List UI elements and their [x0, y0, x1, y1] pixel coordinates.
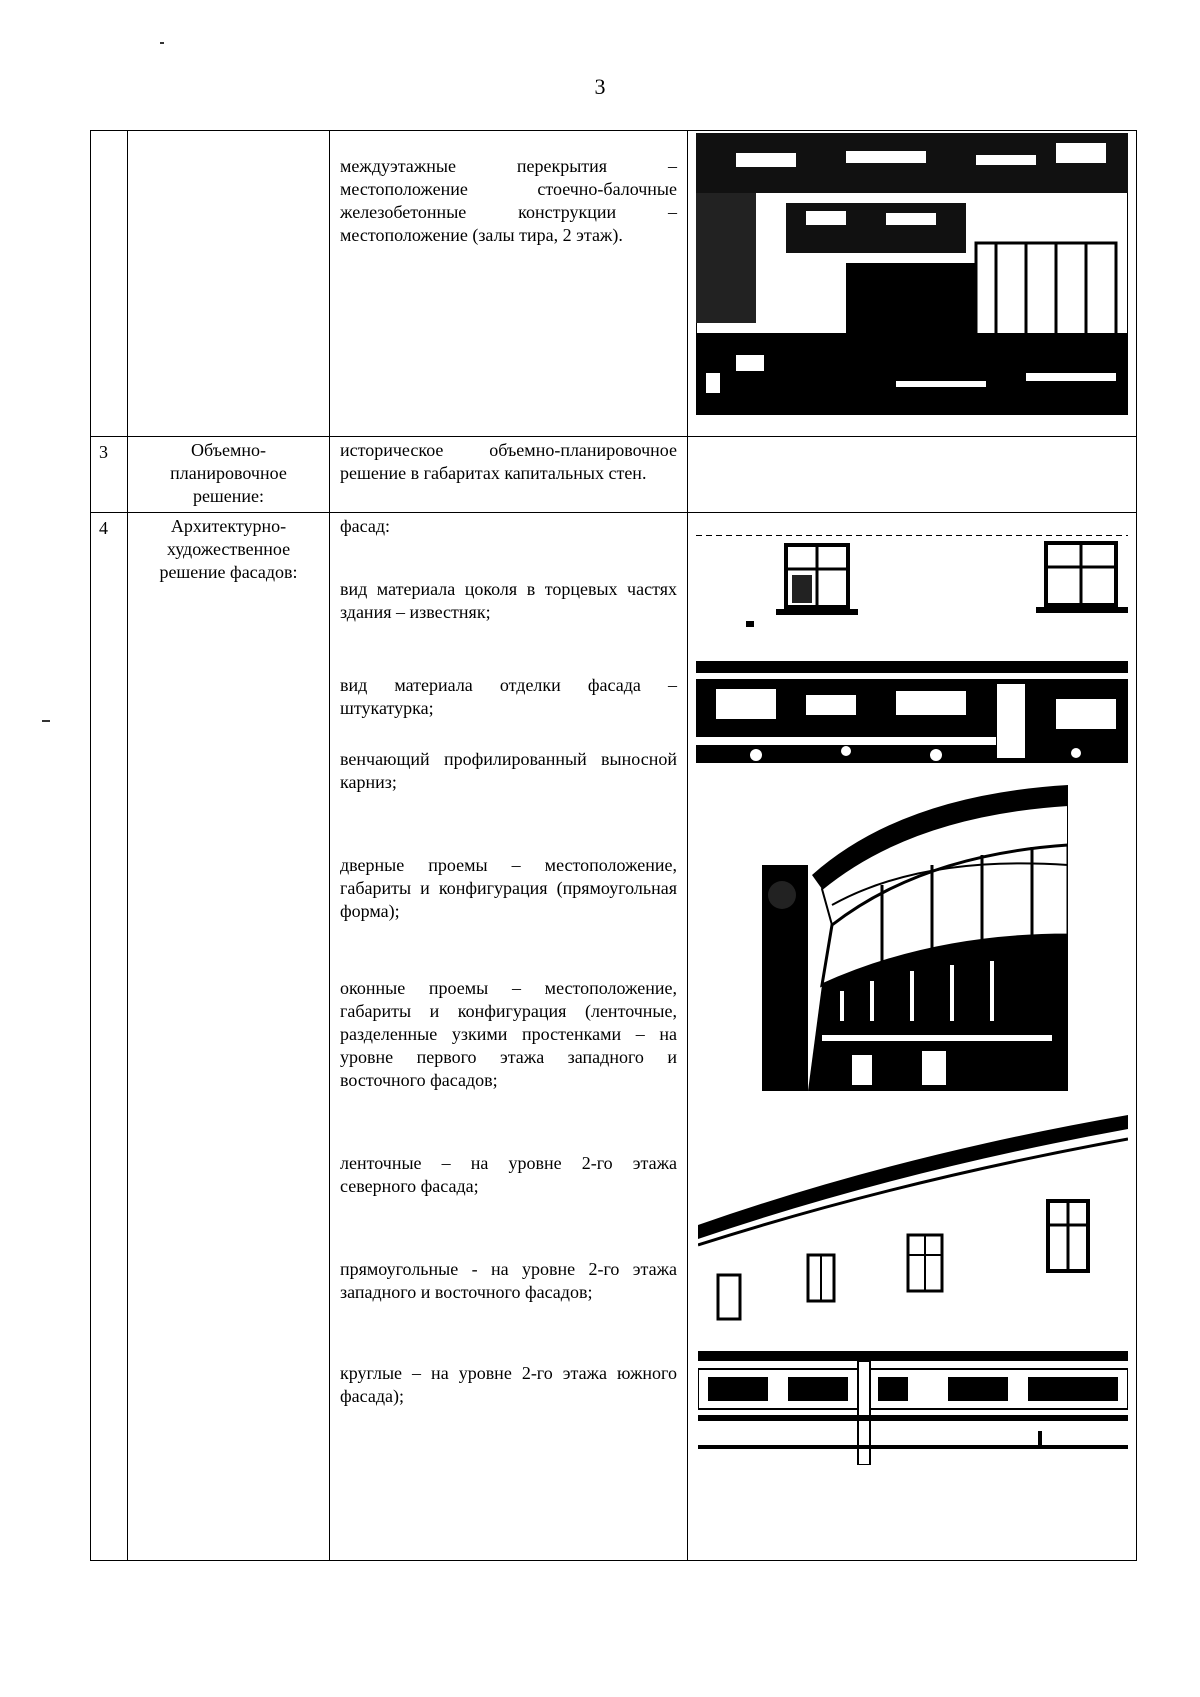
protection-subject-table — [90, 130, 1137, 1561]
row-name: Архитектурно-художественное решение фасадов: — [128, 513, 330, 1561]
description-paragraph: круглые – на уровне 2-го этажа южного фасада); — [340, 1363, 677, 1406]
table-row — [91, 513, 1137, 1561]
page-number: 3 — [594, 74, 606, 99]
description-paragraph: вид материала отделки фасада – штукатурка; — [340, 675, 677, 718]
description-paragraph: фасад: — [340, 516, 391, 536]
description-paragraph: венчающий профилированный выносной карниз; — [340, 749, 677, 792]
description-paragraph: вид материала цоколя в торцевых частях здания – известняк; — [340, 579, 677, 622]
row-photos — [688, 131, 1137, 437]
description-paragraph: оконные проемы – местоположение, габариты и конфигурация (ленточные, разделенные узкими простенками – на уровне первого этажа западного и восточного фасадов; — [340, 978, 677, 1090]
scan-mark — [160, 42, 164, 44]
rounded-corner-facade-photo — [762, 785, 1068, 1091]
row-name: Объемно-планировочное решение: — [128, 437, 330, 513]
facade-windows-photo — [696, 535, 1128, 635]
table-row — [91, 437, 1137, 513]
row-description — [330, 131, 688, 437]
row-photos — [688, 437, 1137, 513]
description-paragraph: ленточные – на уровне 2-го этажа северного фасада; — [340, 1153, 677, 1196]
description-paragraph: дверные проемы – местоположение, габариты и конфигурация (прямоугольная форма); — [340, 855, 677, 921]
row-number: 3 — [91, 437, 128, 513]
long-facade-photo — [698, 1115, 1128, 1465]
description-paragraph: историческое объемно-планировочное решение в габаритах капитальных стен. — [340, 440, 677, 483]
row-description — [330, 513, 688, 1561]
interior-hall-ceiling-photo — [696, 133, 1128, 415]
row-photos — [688, 513, 1137, 1561]
scan-mark — [42, 720, 50, 722]
table-row — [91, 131, 1137, 437]
description-paragraph: прямоугольные - на уровне 2-го этажа западного и восточного фасадов; — [340, 1259, 677, 1302]
row-description — [330, 437, 688, 513]
row-number: 4 — [91, 513, 128, 1561]
description-paragraph: междуэтажные перекрытия – местоположение стоечно-балочные железобетонные конструкции – местоположение (залы тира, 2 этаж). — [340, 156, 677, 245]
facade-base-photo — [696, 639, 1128, 763]
row-name — [128, 131, 330, 437]
row-number — [91, 131, 128, 437]
